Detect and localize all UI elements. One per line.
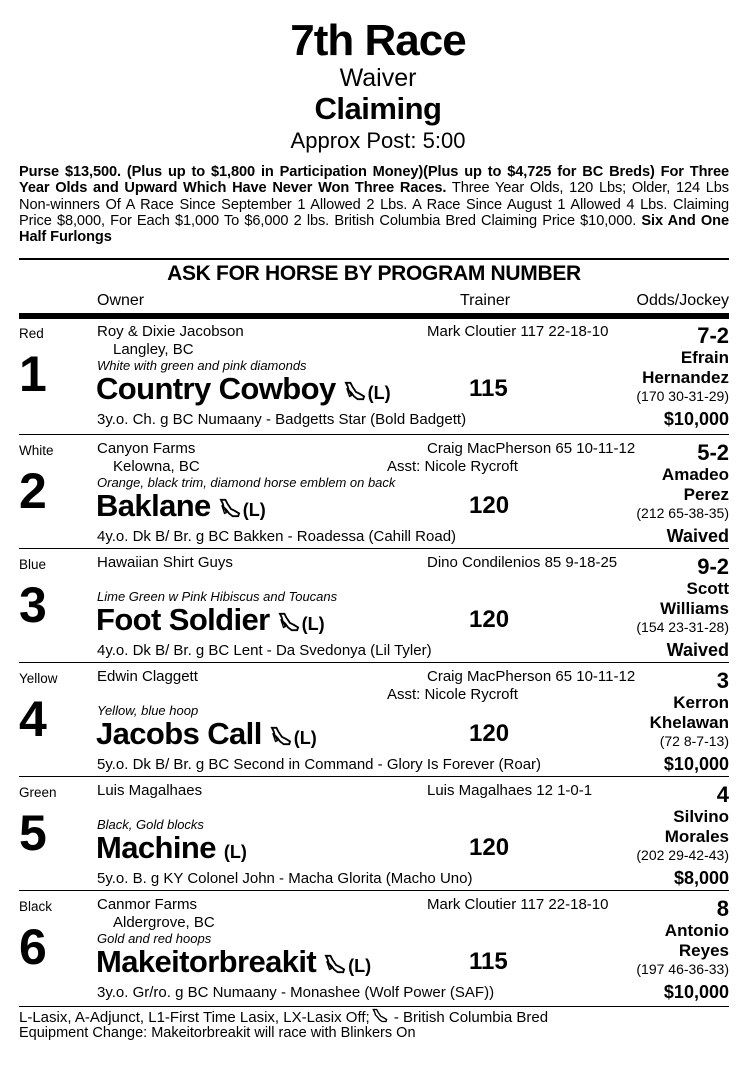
owner-name: Roy & Dixie Jacobson: [97, 323, 244, 340]
jockey-first-name: Kerron: [673, 693, 729, 712]
jockey-first-name: Antonio: [664, 921, 729, 940]
jockey-first-name: Efrain: [680, 348, 729, 367]
owner-name: Edwin Claggett: [97, 668, 198, 685]
conditions-distance: Six And One Half Furlongs: [19, 212, 729, 246]
trainer: Dino Condilenios 85 9-18-25: [427, 554, 618, 571]
horse-name-text: Country Cowboy: [96, 371, 336, 406]
silks-description: White with green and pink diamonds: [97, 358, 307, 373]
saddle-color: Black: [19, 899, 53, 914]
jockey-first-name: Amadeo: [661, 465, 729, 484]
morning-line-odds: 5-2: [697, 440, 729, 465]
assistant-trainer: Asst: Nicole Rycroft: [387, 458, 518, 475]
jockey-last-name: Hernandez: [642, 368, 729, 387]
jockey-last-name: Morales: [664, 827, 729, 846]
entry-row: [19, 434, 729, 548]
conditions-purse: Purse $13,500. (Plus up to $1,800 in Participation Money)(Plus up to $4,725 for BC Breds) For Three Year Olds and Upward Which Have Never Won Three Races.: [19, 164, 729, 197]
owner-name: Canyon Farms: [97, 440, 196, 457]
weight: 115: [469, 375, 508, 402]
lasix-flag: (L): [348, 956, 372, 976]
race-header: [0, 0, 756, 154]
jockey-last-name: Reyes: [678, 941, 729, 960]
entry-row: [19, 318, 729, 432]
claiming-price: $10,000: [663, 982, 729, 1002]
jockey-stats: (197 46-36-33): [636, 961, 729, 977]
silks-description: Gold and red hoops: [97, 931, 212, 946]
bc-map-icon: [219, 490, 241, 526]
program-number: 5: [19, 805, 47, 861]
breeding: 4y.o. Dk B/ Br. g BC Bakken - Roadessa (Cahill Road): [97, 528, 457, 545]
saddle-color: Red: [19, 326, 44, 341]
owner-name: Luis Magalhaes: [97, 782, 203, 799]
owner-name: Hawaiian Shirt Guys: [97, 554, 233, 571]
horse-name: [96, 488, 266, 528]
claiming-price: $8,000: [673, 868, 729, 888]
jockey-stats: (72 8-7-13): [659, 733, 729, 749]
column-owner: Owner: [97, 292, 145, 309]
horse-name-text: Foot Soldier: [96, 602, 270, 637]
silks-description: Lime Green w Pink Hibiscus and Toucans: [97, 589, 338, 604]
race-post-time: Approx Post: 5:00: [290, 128, 466, 153]
silks-description: Yellow, blue hoop: [97, 703, 199, 718]
jockey-first-name: Silvino: [673, 807, 729, 826]
weight: 120: [469, 492, 510, 519]
bc-map-icon: [270, 718, 292, 754]
breeding: 3y.o. Gr/ro. g BC Numaany - Monashee (Wolf Power (SAF)): [97, 984, 495, 1001]
legend-text: L-Lasix, A-Adjunct, L1-First Time Lasix, LX-Lasix Off;: [19, 1009, 370, 1026]
saddle-color: Yellow: [19, 671, 58, 686]
trainer: Luis Magalhaes 12 1-0-1: [427, 782, 593, 799]
horse-name: [96, 830, 247, 870]
lasix-flag: (L): [293, 728, 317, 748]
jockey-stats: (170 30-31-29): [636, 388, 729, 404]
silks-description: Orange, black trim, diamond horse emblem on back: [97, 475, 396, 490]
race-title: 7th Race: [290, 16, 466, 65]
bc-map-icon: [324, 946, 346, 982]
bc-map-icon: [278, 604, 300, 640]
morning-line-odds: 4: [716, 782, 729, 807]
horse-name: [96, 371, 391, 411]
weight: 120: [469, 834, 510, 861]
claiming-price: $10,000: [663, 409, 729, 429]
program-number: 4: [19, 691, 47, 747]
ask-banner: ASK FOR HORSE BY PROGRAM NUMBER: [19, 258, 729, 288]
horse-name-text: Machine: [96, 830, 216, 865]
morning-line-odds: 9-2: [697, 554, 729, 579]
trainer: Mark Cloutier 117 22-18-10: [427, 896, 609, 913]
program-number: 1: [19, 346, 47, 402]
lasix-flag: (L): [242, 500, 266, 520]
bottom-rule: [19, 1006, 729, 1007]
trainer: Mark Cloutier 117 22-18-10: [427, 323, 609, 340]
saddle-color: White: [19, 443, 54, 458]
claiming-price: Waived: [666, 640, 729, 660]
race-conditions: [19, 164, 729, 245]
odds-jockey: [650, 669, 729, 750]
assistant-trainer: Asst: Nicole Rycroft: [387, 686, 518, 703]
legend-bc-text: - British Columbia Bred: [389, 1009, 549, 1026]
horse-name-text: Makeitorbreakit: [96, 944, 317, 979]
program-number: 6: [19, 919, 47, 975]
morning-line-odds: 8: [716, 896, 729, 921]
morning-line-odds: 3: [716, 668, 729, 693]
breeding: 5y.o. Dk B/ Br. g BC Second in Command - Glory Is Forever (Roar): [97, 756, 542, 773]
saddle-color: Blue: [19, 557, 47, 572]
trainer: Craig MacPherson 65 10-11-12: [427, 440, 636, 457]
lasix-flag: (L): [301, 614, 325, 634]
lasix-flag: (L): [223, 842, 247, 862]
owner-location: Aldergrove, BC: [113, 914, 215, 931]
race-type: Claiming: [314, 91, 442, 126]
column-odds-jockey: Odds/Jockey: [636, 292, 729, 309]
breeding: 5y.o. B. g KY Colonel John - Macha Glorita (Macho Uno): [97, 870, 473, 887]
weight: 120: [469, 720, 510, 747]
program-number: 3: [19, 577, 47, 633]
horse-name: [96, 944, 371, 984]
trainer: Craig MacPherson 65 10-11-12: [427, 668, 636, 685]
horse-name-text: Baklane: [96, 488, 211, 523]
horse-name: [96, 716, 317, 756]
horse-name: [96, 602, 325, 642]
jockey-stats: (154 23-31-28): [636, 619, 729, 635]
jockey-last-name: Khelawan: [649, 713, 729, 732]
odds-jockey: [636, 555, 729, 636]
breeding: 4y.o. Dk B/ Br. g BC Lent - Da Svedonya (Lil Tyler): [97, 642, 432, 659]
equipment-change: Equipment Change: Makeitorbreakit will race with Blinkers On: [19, 1025, 416, 1041]
weight: 120: [469, 606, 510, 633]
race-subtitle: Waiver: [339, 64, 417, 92]
odds-jockey: [636, 783, 729, 864]
breeding: 3y.o. Ch. g BC Numaany - Badgetts Star (Bold Badgett): [97, 411, 467, 428]
horse-name-text: Jacobs Call: [96, 716, 262, 751]
claiming-price: Waived: [666, 526, 729, 546]
owner-location: Kelowna, BC: [113, 458, 200, 475]
entry-row: [19, 890, 729, 1004]
jockey-last-name: Perez: [683, 485, 729, 504]
odds-jockey: [636, 441, 729, 522]
jockey-first-name: Scott: [686, 579, 729, 598]
lasix-flag: (L): [367, 383, 391, 403]
claiming-price: $10,000: [663, 754, 729, 774]
owner-location: Langley, BC: [113, 341, 194, 358]
morning-line-odds: 7-2: [697, 323, 729, 348]
odds-jockey: [636, 324, 729, 405]
jockey-last-name: Williams: [660, 599, 729, 618]
owner-name: Canmor Farms: [97, 896, 198, 913]
entry-row: [19, 776, 729, 890]
odds-jockey: [636, 897, 729, 978]
entry-row: [19, 662, 729, 776]
jockey-stats: (212 65-38-35): [636, 505, 729, 521]
column-trainer: Trainer: [460, 292, 511, 309]
conditions-weights: Three Year Olds, 120 Lbs; Older, 124 Lbs Non-winners Of A Race Since September 1 Allowed 2 Lbs. A Race Since August 1 Allowed 4 Lbs. Claiming Price $8,000, For Each $1,000 To $6,000 2 lbs. British Columbia Bred Claiming Price $10,000.: [19, 180, 730, 229]
jockey-stats: (202 29-42-43): [636, 847, 729, 863]
program-number: 2: [19, 463, 47, 519]
weight: 115: [469, 948, 508, 975]
silks-description: Black, Gold blocks: [97, 817, 204, 832]
entry-row: [19, 548, 729, 662]
saddle-color: Green: [19, 785, 57, 800]
bc-map-icon: [344, 373, 366, 409]
